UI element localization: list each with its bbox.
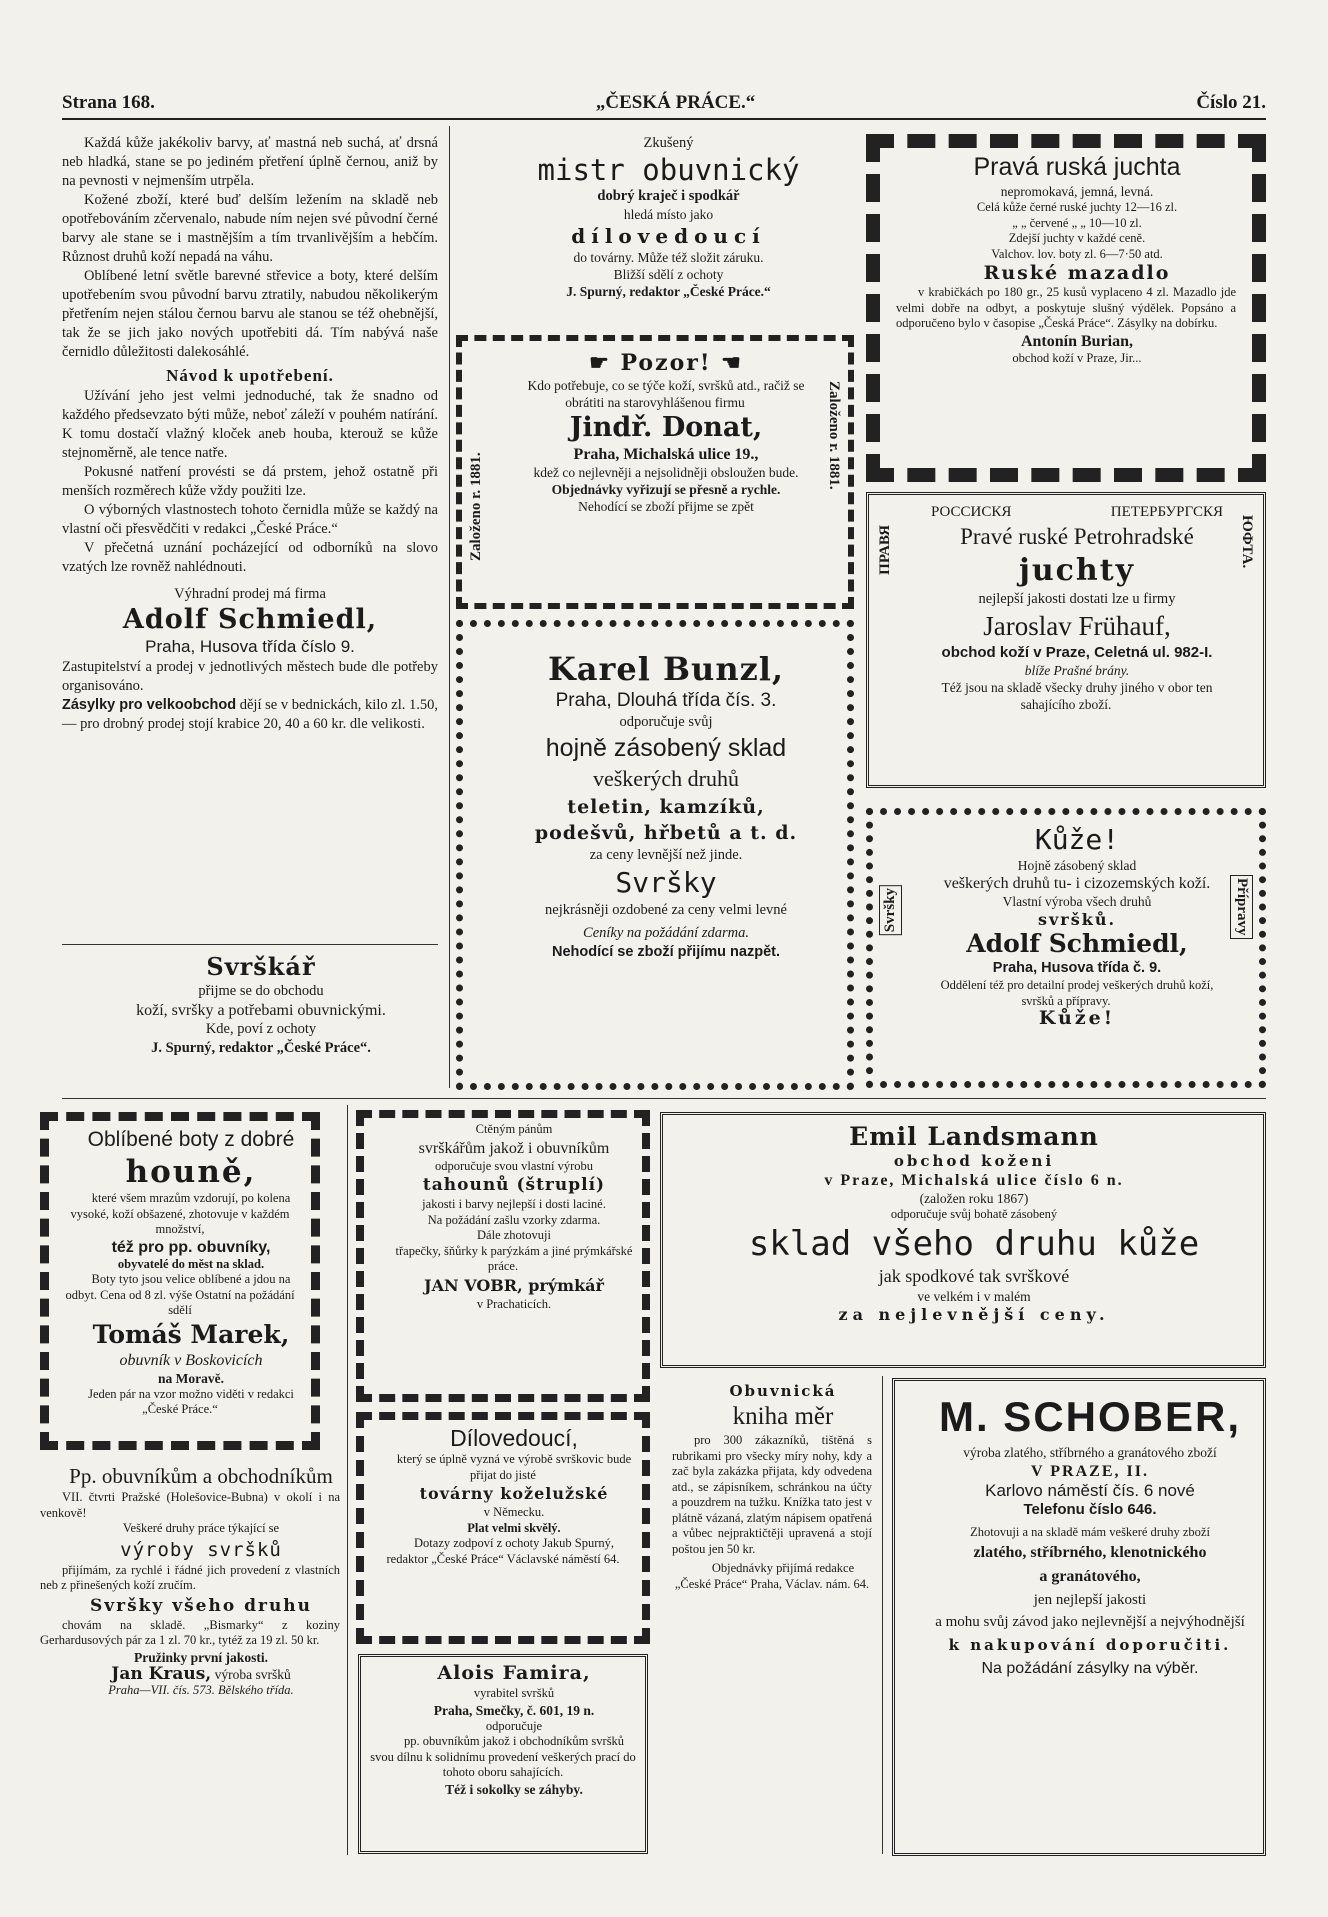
juchta-address: obchod koží v Praze, Jir...	[1012, 350, 1142, 365]
wholesale-label: Zásylky pro velkoobchod	[62, 697, 237, 713]
houne-name: Tomáš Marek,	[92, 1319, 290, 1349]
pozor-ad	[456, 335, 854, 609]
juchta-ad	[866, 134, 1266, 482]
vobr-line: v Prachaticích.	[476, 1296, 552, 1311]
juchta-line: Valchov. lov. boty zl. 6—7·50 atd.	[991, 246, 1163, 261]
landsmann-line: sklad všeho druhu kůže	[748, 1223, 1200, 1264]
column-divider-4	[882, 1376, 883, 1854]
kraus-line: Pružinky první jakosti.	[134, 1649, 268, 1665]
kraus-line: Veškeré druhy práce týkající se	[122, 1521, 280, 1535]
bunzl-line: podešvů, hřbetů a t. d.	[534, 822, 798, 844]
pozor-address: Praha, Michalská ulice 19.,	[573, 446, 759, 463]
bunzl-line: hojně zásobený sklad	[545, 734, 787, 762]
section-divider	[62, 1098, 1266, 1099]
mistr-title: mistr obuvnický	[537, 153, 800, 187]
kuze-line: Oddělení též pro detailní prodej veškerých druhů koží, svršků a přípravy.	[940, 978, 1214, 1008]
fruhauf-ad	[866, 492, 1266, 788]
schober-line: a granátového,	[1039, 1567, 1141, 1585]
mistr-line: Zkušený	[643, 135, 694, 151]
landsmann-line: ve velkém i v malém	[917, 1288, 1031, 1304]
vobr-line: svrškářům jakož i obuvníkům	[418, 1139, 610, 1157]
page-header	[62, 92, 1266, 118]
fruhauf-side-left: ПРАВЯ	[877, 525, 893, 575]
kraus-line: výroby svršků	[120, 1538, 282, 1561]
mistr-line: Bližší sdělí z ochoty	[613, 267, 724, 282]
kraus-line: přijímám, za rychlé i řádné jich provedení z vlastních neb z přinešených koží zručím.	[40, 1562, 340, 1592]
kuze-name: Adolf Schmiedl,	[966, 929, 1188, 958]
kuze-address: Praha, Husova třída č. 9.	[992, 960, 1162, 976]
pozor-line: Objednávky vyřizují se přesně a rychle.	[551, 482, 781, 497]
kuze-line: Hojně zásobený sklad	[1017, 858, 1137, 873]
pozor-side-right: Založeno r. 1881.	[826, 381, 842, 490]
fruhauf-line: blíže Prašné brány.	[1024, 663, 1130, 678]
vobr-line: jakosti i barvy nejlepší i dosti laciné.	[422, 1197, 606, 1211]
dilovedouci-ad	[356, 1412, 650, 1644]
juchta-line: „ „ červené „ „ 10—10 zl.	[1012, 215, 1142, 230]
dil-line: Dotazy zodpoví z ochoty Jakub Spurný, redaktor „České Práce“ Václavské náměstí 64.	[386, 1536, 620, 1566]
schober-line: Karlovo náměstí čís. 6 nové	[985, 1481, 1195, 1500]
kraus-line: Praha—VII. čís. 573. Bělského třída.	[108, 1682, 294, 1697]
bunzl-ad	[456, 620, 854, 1090]
pozor-line: Nehodící se zboží přijme se zpět	[578, 499, 754, 514]
landsmann-line: v Praze, Michalská ulice číslo 6 n.	[824, 1172, 1124, 1189]
kuze-line: svršků.	[1037, 910, 1117, 929]
landsmann-name: Emil Landsmann	[849, 1122, 1099, 1151]
famira-line: vyrabitel svršků	[473, 1686, 555, 1700]
fruhauf-address: obchod koží v Praze, Celetná ul. 982-I.	[941, 644, 1213, 661]
houne-line: obuvník v Boskovicích	[119, 1351, 263, 1369]
mistr-line: do továrny. Může též složit záruku.	[573, 250, 764, 265]
issue-number: Číslo 21.	[1196, 92, 1266, 113]
article-paragraph: Pokusné natření provésti se dá prstem, jehož ostatně při menších rozměrech kůže vždy použiti lze.	[62, 464, 438, 499]
kuze-line: Vlastní výroba všech druhů	[1002, 894, 1152, 909]
vobr-ad	[356, 1110, 650, 1402]
kraus-title: Pp. obuvníkům a obchodníkům	[69, 1464, 333, 1488]
dil-line: Plat velmi skvělý.	[467, 1520, 561, 1535]
header-rule	[62, 118, 1266, 120]
dil-title: Dílovedoucí,	[450, 1425, 578, 1451]
kraus-line: VII. čtvrti Pražské (Holešovice-Bubna) v okolí i na venkově!	[40, 1490, 340, 1520]
mistr-line: J. Spurný, redaktor „České Práce.“	[566, 284, 771, 299]
ad-rule	[62, 944, 438, 945]
kraus-line: výroba svršků	[214, 1666, 291, 1682]
svrskar-line: přijme se do obchodu	[198, 983, 324, 999]
fruhauf-top-left: РОССИСКЯ	[931, 504, 1012, 520]
article-paragraph: Každá kůže jakékoliv barvy, ať mastná neb suchá, ať drsná neb hladká, stane se po jediném přetření úplně černou, aniž by na pevnosti v nejmenším utrpěla.	[62, 135, 438, 189]
mistr-line: dílovedoucí	[571, 224, 766, 248]
fruhauf-line: Též jsou na skladě všecky druhy jiného v obor ten sahajícího zboží.	[941, 680, 1213, 712]
kniha-title: kniha měr	[732, 1403, 834, 1430]
pozor-line: kdež co nejlevněji a nejsolidněji obsloužen bude.	[533, 465, 799, 480]
famira-line: Praha, Smečky, č. 601, 19 n.	[433, 1702, 595, 1718]
sale-paragraph: Zastupitelství a prodej v jednotlivých městech bude dle potřeby organisováno.	[62, 659, 438, 694]
landsmann-ad	[660, 1112, 1266, 1368]
kniha-line: Obuvnická	[729, 1382, 837, 1400]
sale-address: Praha, Husova třída číslo 9.	[145, 637, 355, 656]
vobr-name: JAN VOBR, prýmkář	[424, 1275, 604, 1295]
bunzl-line: Nehodící se zboží přijímu nazpět.	[552, 944, 780, 960]
dil-line: v Německu.	[483, 1505, 545, 1519]
page-number: Strana 168.	[62, 92, 155, 113]
houne-title2: houně,	[125, 1154, 257, 1190]
vobr-line: třapečky, šňůrky k parýzkám a jiné prýmkářské práce.	[395, 1243, 633, 1273]
houne-ad	[40, 1112, 320, 1450]
fruhauf-line: juchty	[1018, 553, 1136, 588]
dil-line: který se úplně vyzná ve výrobě svrškovic bude přijat do jisté	[396, 1452, 632, 1482]
famira-line: pp. obuvníkům jakož i obchodníkům svršků svou dílnu k solidnímu provedení veškerých prací do tohoto oboru sahajících.	[370, 1734, 636, 1779]
kraus-line: chovám na skladě. „Bismarky“ z koziny Gerhardusových pár za 1 zl. 70 kr., tytéž za 19 zl. 50 kr.	[40, 1617, 340, 1647]
fruhauf-top-right: ПЕТЕРБУРГСКЯ	[1110, 504, 1223, 520]
mistr-line: dobrý kraječ i spodkář	[597, 188, 740, 204]
bunzl-line: za ceny levnější než jinde.	[589, 847, 743, 863]
bunzl-line: nejkrásněji ozdobené za ceny velmi levné	[545, 902, 787, 918]
column-divider-3	[347, 1105, 348, 1855]
kniha-ad	[672, 1382, 872, 1592]
famira-line: Též i sokolky se záhyby.	[445, 1781, 583, 1797]
juchta-line: Zdejší juchty v každé ceně.	[1008, 231, 1146, 245]
fruhauf-name: Jaroslav Frühauf,	[983, 611, 1171, 641]
fruhauf-line: nejlepší jakosti dostati lze u firmy	[978, 591, 1176, 607]
blacking-article	[62, 134, 438, 734]
juchta-line: Celá kůže černé ruské juchty 12—16 zl.	[976, 200, 1178, 214]
landsmann-line: (založen roku 1867)	[919, 1191, 1029, 1206]
mistr-ad	[460, 134, 855, 300]
kraus-line: Svršky všeho druhu	[89, 1595, 313, 1616]
fruhauf-top-row	[909, 503, 1223, 522]
article-paragraph: Užívání jeho jest velmi jednoduché, tak že snadno od každého předsevzato býti může, neboť záleží v pouhém natírání. K tomu dostačí vlažný kloček aneb houba, kterouž se kůže stejnoměrně, ale tence natře.	[62, 388, 438, 461]
vobr-line: tahounů (štruplí)	[422, 1175, 606, 1195]
article-paragraph: Oblíbené letní světle barevné střevice a boty, které delším upotřebením svou původní barvu ztratily, nabudou několikerým přetřením nejen stálou černou barvu ale stanou se též ohebnější, tak že se jich jako nových upotřebiti dá. Tím nabývá naše černidlo důležitosti dalekosáhlé.	[62, 268, 438, 360]
vobr-line: Ctěným pánům	[475, 1122, 553, 1136]
bunzl-line: odporučuje svůj	[619, 714, 713, 730]
famira-ad	[358, 1654, 648, 1854]
bunzl-line: Svršky	[615, 866, 717, 899]
pozor-firm: Jindř. Donat,	[569, 412, 763, 443]
sale-intro: Výhradní prodej má firma	[174, 586, 326, 602]
usage-heading: Návod k upotřebení.	[166, 366, 334, 385]
schober-ad	[892, 1378, 1266, 1856]
landsmann-line: za nejlevnější ceny.	[838, 1304, 1110, 1324]
vobr-line: odporučuje svou vlastní výrobu	[435, 1158, 593, 1173]
svrskar-ad	[62, 952, 438, 1058]
sale-paragraph: dějí se v bednickách, kilo zl. 1.50, — pro drobný prodej stojí krabice 20, 40 a 60 kr. dle velikosti.	[62, 697, 438, 732]
pozor-title: ☛ Pozor! ☚	[589, 350, 743, 376]
article-paragraph: Kožené zboží, které buď delším ležením na skladě neb opotřebováním zčervenalo, nabude ním nejen své původní černé barvy ale stane se i mastnějším a tím trvanlivějším a hebčím. Různost druhů koží nepadá na váhu.	[62, 192, 438, 265]
kuze-line: Kůže!	[1038, 1007, 1116, 1029]
kraus-name: Jan Kraus,	[111, 1663, 212, 1684]
schober-line: zlatého, stříbrného, klenotnického	[973, 1543, 1207, 1561]
kniha-line: pro 300 zákazníků, tištěná s rubrikami pro všecky míry nohy, kdy a zač byla zakázka přijata, kdy odvedena atd., se zápisníkem, schránkou na účty a pouzdrem na tužku. Knížka tato jest v plátně vázaná, zlatým nápisem opatřená a vůbec nejpraktičtěji upravená a stojí poštou jen 50 kr.	[672, 1433, 872, 1556]
schober-line: k nakupování doporučiti.	[948, 1635, 1232, 1654]
vobr-line: Na požádání zašlu vzorky zdarma.	[427, 1212, 601, 1227]
schober-line: a mohu svůj závod jako nejlevnější a nejvýhodnější	[935, 1613, 1245, 1630]
pozor-side-left: Založeno r. 1881.	[468, 452, 484, 561]
bunzl-address: Praha, Dlouhá třída čís. 3.	[555, 690, 777, 711]
bunzl-firm: Karel Bunzl,	[547, 650, 785, 688]
kuze-ad	[866, 808, 1266, 1088]
kraus-ad	[40, 1462, 340, 1698]
houne-title: Oblíbené boty z dobré	[87, 1128, 295, 1151]
landsmann-line: jak spodkové tak svrškové	[878, 1265, 1070, 1286]
kuze-line: veškerých druhů tu- i cizozemských koží.	[943, 875, 1211, 892]
bunzl-line: teletin, kamzíků,	[567, 796, 765, 818]
houne-line: též pro pp. obuvníky,	[111, 1238, 271, 1256]
houne-line: Boty tyto jsou velice oblíbené a jdou na odbyt. Cena od 8 zl. výše Ostatní na požádání sdělí	[65, 1272, 295, 1317]
famira-line: odporučuje	[485, 1718, 543, 1733]
kuze-side-right: Přípravy	[1230, 875, 1253, 939]
bunzl-line: veškerých druhů	[592, 766, 739, 791]
mistr-line: hledá místo jako	[623, 207, 714, 222]
fruhauf-line: Pravé ruské Petrohradské	[960, 524, 1194, 549]
schober-line: Na požádání zásylky na výběr.	[981, 1659, 1199, 1677]
pozor-line: Kdo potřebuje, co se týče koží, svršků atd., račiž se obrátiti na starovyhlášenou firmu	[527, 378, 805, 410]
schober-line: Zhotovuji a na skladě mám veškeré druhy zboží	[970, 1525, 1210, 1539]
column-divider-1	[449, 126, 450, 1088]
kniha-line: Objednávky přijímá redakce „České Práce“ Praha, Václav. nám. 64.	[674, 1561, 870, 1591]
schober-line: V PRAZE, II.	[1031, 1463, 1149, 1480]
vobr-line: Dále zhotovuji	[477, 1228, 551, 1242]
svrskar-title: Svrškář	[206, 952, 316, 981]
svrskar-line: J. Spurný, redaktor „České Práce“.	[151, 1040, 371, 1056]
svrskar-line: Kde, poví z ochoty	[205, 1021, 317, 1037]
houne-line: které všem mrazům vzdorují, po kolena vysoké, koží obšazené, zhotovuje v každém množství,	[70, 1191, 291, 1236]
landsmann-line: odporučuje svůj bohatě zásobený	[890, 1207, 1058, 1221]
dil-line: továrny koželužské	[419, 1484, 609, 1503]
article-paragraph: V přečetná uznání pocházející od odborníků na slovo vzatých lze rovněž nahlédnouti.	[62, 540, 438, 575]
schober-line: výroba zlatého, stříbrného a granátového zboží	[963, 1445, 1217, 1460]
landsmann-line: obchod koženi	[893, 1152, 1055, 1170]
schober-line: Telefonu číslo 646.	[1023, 1501, 1157, 1518]
juchta-line: v krabičkách po 180 gr., 25 kusů vyplaceno 4 zl. Mazadlo jde velmi dobře na odbyt, a poskytuje slušný výdělek. Popsáno a odporučeno bylo v časopise „Česká Práce“. Zásylky na dobírku.	[896, 285, 1236, 330]
juchta-title: Pravá ruská juchta	[973, 153, 1181, 181]
schober-name: M. SCHOBER,	[938, 1393, 1241, 1440]
kuze-title: Kůže!	[1034, 823, 1120, 856]
famira-name: Alois Famira,	[437, 1662, 591, 1684]
sale-firm: Adolf Schmiedl,	[122, 604, 378, 635]
juchta-line: nepromokavá, jemná, levná.	[1000, 184, 1154, 199]
juchta-line: Ruské mazadlo	[983, 262, 1171, 284]
houne-line: na Moravě.	[158, 1370, 224, 1386]
bunzl-line: Ceníky na požádání zdarma.	[583, 925, 749, 941]
fruhauf-side-right: ЮФТА.	[1239, 515, 1255, 569]
juchta-name: Antonín Burian,	[1020, 332, 1134, 350]
article-paragraph: O výborných vlastnostech tohoto černidla může se každý na vlastní oči přesvědčiti v redakci „České Práce.“	[62, 502, 438, 537]
kuze-side-left: Svršky	[879, 885, 902, 935]
svrskar-line: koží, svršky a potřebami obuvnickými.	[136, 1002, 386, 1019]
houne-line: Jeden pár na vzor možno viděti v redakci „České Práce.“	[88, 1386, 294, 1416]
journal-title: „ČESKÁ PRÁCE.“	[595, 92, 756, 113]
schober-line: jen nejlepší jakosti	[1033, 1591, 1147, 1608]
houne-line: obyvatelé do měst na sklad.	[117, 1256, 265, 1271]
